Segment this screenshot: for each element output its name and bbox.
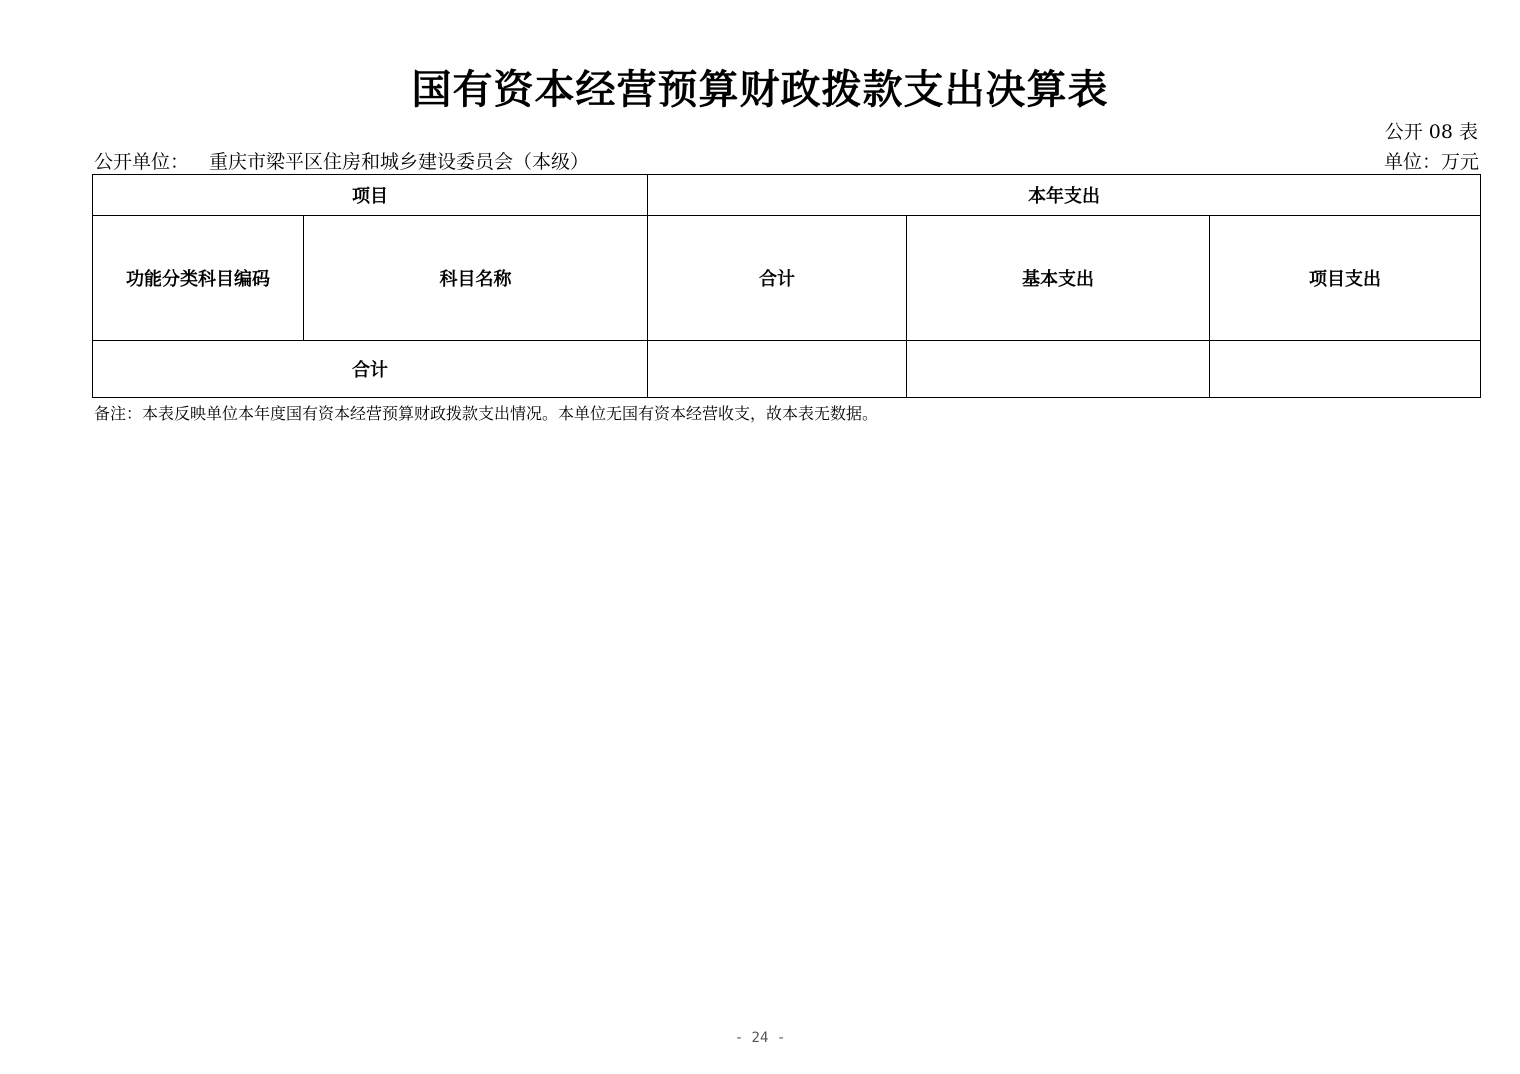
table-total-row [93, 341, 1481, 398]
column-header-basic: 基本支出 [907, 216, 1210, 341]
page-title: 国有资本经营预算财政拨款支出决算表 [411, 66, 1109, 113]
table-column-header-row [93, 216, 1481, 341]
unit-row [94, 147, 1479, 173]
column-header-name: 科目名称 [304, 216, 648, 341]
column-header-code: 功能分类科目编码 [93, 216, 304, 341]
expenditure-table [92, 174, 1481, 398]
total-row-project [1210, 341, 1481, 398]
table-note: 备注：本表反映单位本年度国有资本经营预算财政拨款支出情况。本单位无国有资本经营收支，故本表无数据。 [94, 404, 879, 423]
total-row-basic [907, 341, 1210, 398]
org-name: 重庆市梁平区住房和城乡建设委员会（本级） [209, 151, 590, 173]
org-info [94, 147, 589, 174]
header-current-year-expense: 本年支出 [648, 175, 1481, 216]
header-item: 项目 [93, 175, 648, 216]
column-header-total: 合计 [648, 216, 907, 341]
form-number: 公开 08 表 [1384, 121, 1478, 143]
total-row-total [648, 341, 907, 398]
page-number: - 24 - [734, 1030, 786, 1046]
total-row-label: 合计 [93, 341, 648, 398]
org-label: 公开单位： [94, 151, 190, 173]
money-unit: 单位：万元 [1383, 151, 1479, 173]
table-header-group-row [93, 175, 1481, 216]
column-header-project: 项目支出 [1210, 216, 1481, 341]
